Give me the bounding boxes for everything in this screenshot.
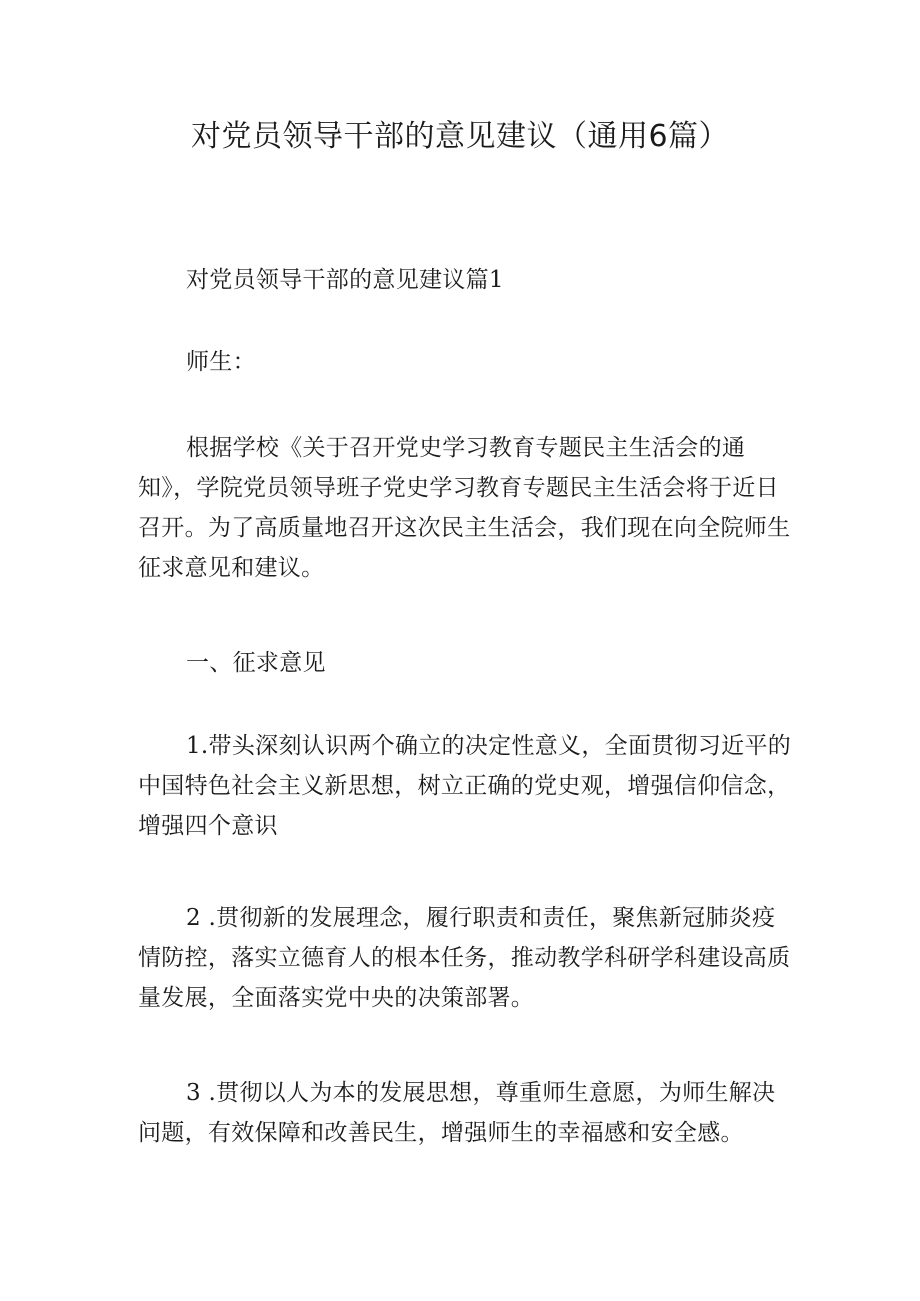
salutation: 师生： (186, 349, 256, 375)
list-item: 3 .贯彻以人为本的发展思想，尊重师生意愿，为师生解决问题，有效保障和改善民生，增强师生的幸福感和安全感。 (138, 1080, 776, 1146)
outline-heading: 一、征求意见 (186, 650, 326, 676)
intro-paragraph: 根据学校《关于召开党史学习教育专题民主生活会的通知》，学院党员领导班子党史学习教育专题民主生活会将于近日召开。为了高质量地召开这次民主生活会，我们现在向全院师生征求意见和建议。 (138, 435, 791, 581)
document-title: 对党员领导干部的意见建议（通用6篇） (190, 119, 730, 154)
list-item: 1.带头深刻认识两个确立的决定性意义，全面贯彻习近平的中国特色社会主义新思想，树立正确的党史观，增强信仰信念，增强四个意识 (138, 733, 792, 839)
section-heading: 对党员领导干部的意见建议篇1 (186, 267, 504, 293)
list-item: 2 .贯彻新的发展理念，履行职责和责任，聚焦新冠肺炎疫情防控，落实立德育人的根本任务，推动教学科研学科建设高质量发展，全面落实党中央的决策部署。 (138, 905, 791, 1011)
